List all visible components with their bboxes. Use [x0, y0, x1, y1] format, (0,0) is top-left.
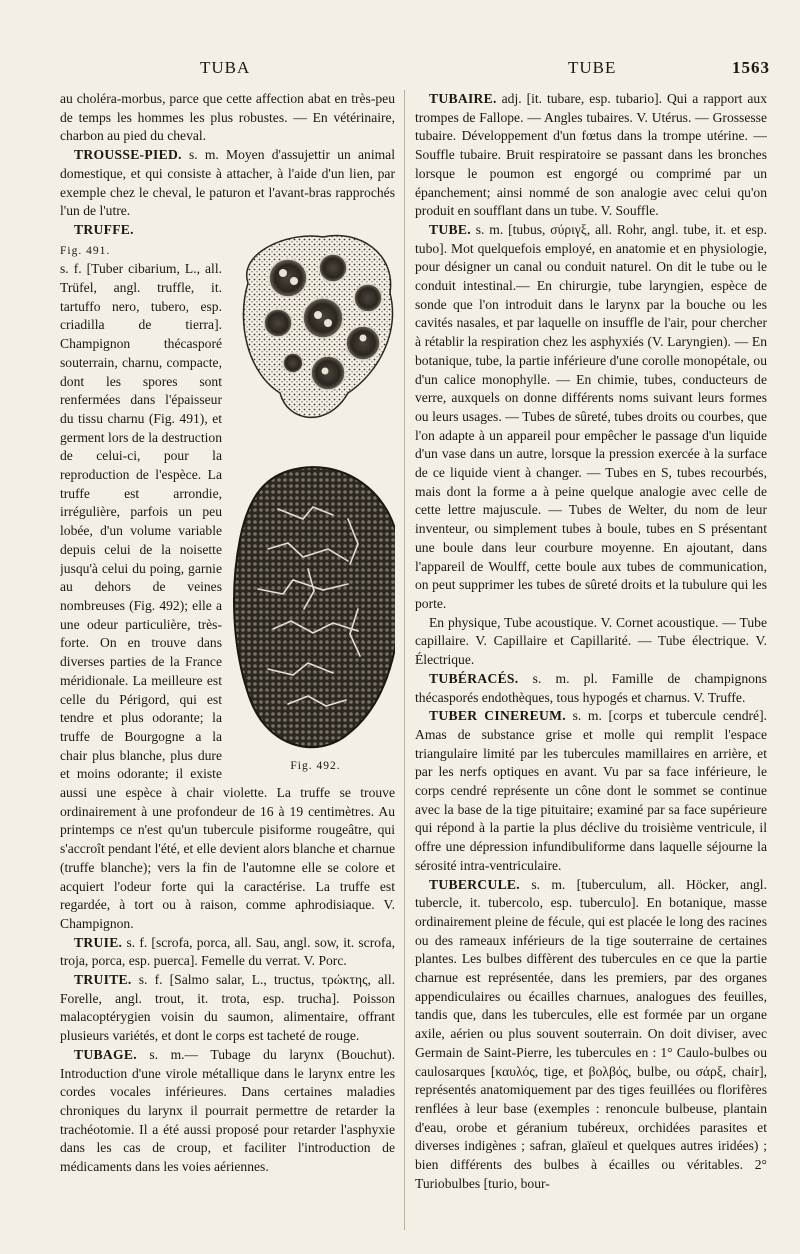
entry-truie: TRUIE. s. f. [scrofa, porca, all. Sau, angl. sow, it. scrofa, troja, porca, esp. puerca]. Femelle du verrat. V. Porc. — [60, 934, 395, 969]
left-column — [60, 90, 395, 1240]
column-divider — [404, 90, 405, 1230]
headword-tubaire: TUBAIRE. — [429, 91, 497, 106]
headword-truffe: TRUFFE. — [74, 221, 134, 237]
entry-tube-physique: En physique, Tube acoustique. V. Cornet acoustique. — Tube capillaire. V. Capillaire et Capillarité. — Tube électrique. V. Électrique. — [415, 614, 767, 668]
figure-491 — [228, 223, 395, 455]
headword-truite: TRUITE. — [74, 972, 132, 988]
headword-tube: TUBE. — [429, 221, 471, 237]
figure-491-caption: Fig. 491. — [60, 244, 111, 257]
entry-truite: TRUITE. s. f. [Salmo salar, L., tructus, τρώκτης, all. Forelle, angl. trout, it. trota, esp. trucha]. Poisson malacoptérygien voisin du saumon, alimentaire, offrant plusieurs variétés, et dont le corps est tacheté de rouge. — [60, 972, 395, 1044]
entry-tube: TUBE. s. m. [tubus, σύριγξ, all. Rohr, angl. tube, it. et esp. tubo]. Mot quelquefois employé, en anatomie et en physiologie, pour désigner un canal ou conduit naturel. On dit le tube ou le conduit intestinal.— En chirurgie, tube laryngien, espèce de sonde que l'on introduit dans le larynx par la bouche ou les cavités nasales, et par laquelle on insuffle de l'air, pour chercher à rétablir la respiration chez les asphyxiés (V. Laryngien). — En botanique, tube, la partie inférieure d'une corolle monopétale, ou d'un calice monophylle. — En chimie, tubes, conducteurs de verre, auxquels on donne différents noms suivant leurs formes ou leurs usages. — Tubes de sûreté, tubes droits ou courbes, que l'on adapte à un appareil pour empêcher le passage d'un liquide d'un vase dans un autre, lorsque la pression exercée à la surface de ce liquide vient à changer. — Tubes en S, tubes recourbés, mais dont la forme a à peine quelque analogie avec celle de cette lettre majuscule. — Tubes de Welter, du nom de leur inventeur, ou simplement tubes à boule, tubes en S présentant une boule dans leur courbure moyenne. En ajoutant, dans l'appareil de Woulff, cette boule aux tubes de communication, on peut supprimer les tubes de sûreté droits et la tubulure qui les porte. — [415, 221, 767, 611]
entry-tubercule: TUBERCULE. s. m. [tuberculum, all. Höcker, angl. tubercle, it. tubercolo, esp. tuberculo]. En botanique, masse ordinairement pleine de fécule, qui est placée le long des racines ou des rameaux inférieurs de la tige souterraine de certaines plantes. Les bulbes diffèrent des tubercules en ce que la partie charnue est représentée, dans les premiers, par des organes appendiculaires ou écailles charnues, analogues des feuilles, tandis que, dans les tubercules, elle est formée par un organe axile, aérien ou plus souvent souterrain. On doit diviser, avec Germain de Saint-Pierre, les tubercules en : 1° Caulo-bulbes ou caulosarques [καυλός, tige, et βολβός, bulbe, ou σάρξ, chair], représentés anatomiquement par des tiges feuillées ou florifères renflées à leur base (exemples : renoncule bulbeuse, plantain d'eau, orobe et géranium tubéreux, orchidées parasites et diverses indigènes ; safran, glaïeul et quelques autres iridées) ; bien différents des bulbes à écailles ou véritables. 2° Turiobulbes [turio, bour- — [415, 876, 767, 1191]
headword-trousse-pied: TROUSSE-PIED. — [74, 147, 182, 163]
header-left-word: TUBA — [200, 58, 251, 77]
truffle-section-illustration — [228, 223, 395, 435]
truffe-text: s. f. [Tuber cibarium, L., all. Trüfel, angl. truffle, it. tartuffo nero, tubero, esp. criadilla de tierra]. Champignon thécasporé souterrain, charnu, compacte, dont les spores sont renfermées dans l'épaisseur du tissu charnu (Fig. 491), et germent lors de la destruction de celui-ci, pour la reproduction de l'espèce. La truffe est arrondie, irrégulière, parfois un peu lobée, d'un volume variable depuis celui de la noisette jusqu'à celui du poing, garnie au dehors de veines nombreuses (Fig. 492); elle a une odeur particulière, très-forte. On en trouve dans diverses parties de la France méridionale. La meilleure est celle du Périgord, qui est tendre et plus odorante; la truffe de Bourgogne a la chair plus blanche, plus dure et moins odorante; il existe aussi une espèce à chair violette. La truffe se trouve ordinairement à une profondeur de 16 à 19 centimètres. Au printemps ce n'est qu'un tubercule pisiforme rougeâtre, qui s'accroît pendant l'été, et elle devient alors blanche et charnue (truffe blanche); vers la fin de l'automne elle se colore et acquiert l'odeur forte qui la caractérise. La truffe est regardée, à tort ou à raison, comme aphrodisiaque. V. Champignon. — [60, 261, 395, 931]
headword-truie: TRUIE. — [74, 934, 123, 950]
entry-tuberaces: TUBÉRACÉS. s. m. pl. Famille de champignons thécasporés endothèques, tous hypogés et charnus. V. Truffe. — [415, 670, 767, 705]
headword-tuber-cinereum: TUBER CINEREUM. — [429, 708, 566, 724]
figure-492 — [228, 459, 395, 775]
figure-492-caption: Fig. 492. — [290, 759, 341, 772]
entry-tuber-cinereum: TUBER CINEREUM. s. m. [corps et tubercule cendré]. Amas de substance grise et molle qui remplit l'espace triangulaire limité par les tubercules mamillaires en arrière, et par les nerfs optiques en avant. Vu par sa face inférieure, le corps cendré représente un cône dont le sommet se continue avec la base de la tige pituitaire; examiné par sa face supérieure qui répond à la partie la plus déclive du troisième ventricule, il offre une dépression infundibuliforme dans laquelle séjourne la sérosité intra-ventriculaire. — [415, 708, 767, 873]
entry-trousse-pied: TROUSSE-PIED. s. m. Moyen d'assujettir un animal domestique, et qui consiste à attacher, à l'aide d'un lien, par exemple chez le cheval, le paturon et l'avant-bras rapprochés l'un de l'utre. — [60, 147, 395, 219]
header-right-word: TUBE — [568, 58, 617, 77]
headword-tubage: TUBAGE. — [74, 1046, 137, 1062]
entry-truffe — [60, 221, 395, 240]
page-number: 1563 — [732, 58, 770, 77]
whole-truffle-illustration — [228, 459, 395, 755]
running-header — [60, 58, 770, 82]
entry-tubage: TUBAGE. s. m.— Tubage du larynx (Bouchut). Introduction d'une virole métallique dans le larynx entre les cordes vocales inférieures. Dans certaines maladies chroniques du larynx il pourrait permettre de retarder la trachéotomie. Il a été aussi proposé pour retarder l'asphyxie dans les cas de croup, et faciliter l'introduction de médicaments dans les voies aériennes. — [60, 1046, 395, 1175]
entry-continuation: au choléra-morbus, parce que cette affection abat en très-peu de temps les hommes les plus robustes. — En vétérinaire, charbon au pied du cheval. — [60, 91, 395, 144]
entry-tubaire: TUBAIRE. adj. [it. tubare, esp. tubario]. Qui a rapport aux trompes de Fallope. — Angles tubaires. V. Utérus. — Grossesse tubaire. Développement d'un fœtus dans la trompe utérine. — Souffle tubaire. Bruit respiratoire se passant dans les bronches lorsque le poumon est engorgé ou comprimé par un épanchement; ainsi nommé de son analogie avec celui qu'on produit en soufflant dans un tube. V. Souffle. — [415, 91, 767, 219]
right-column — [415, 90, 767, 1240]
headword-tuberaces: TUBÉRACÉS. — [429, 670, 519, 686]
headword-tubercule: TUBERCULE. — [429, 876, 521, 892]
